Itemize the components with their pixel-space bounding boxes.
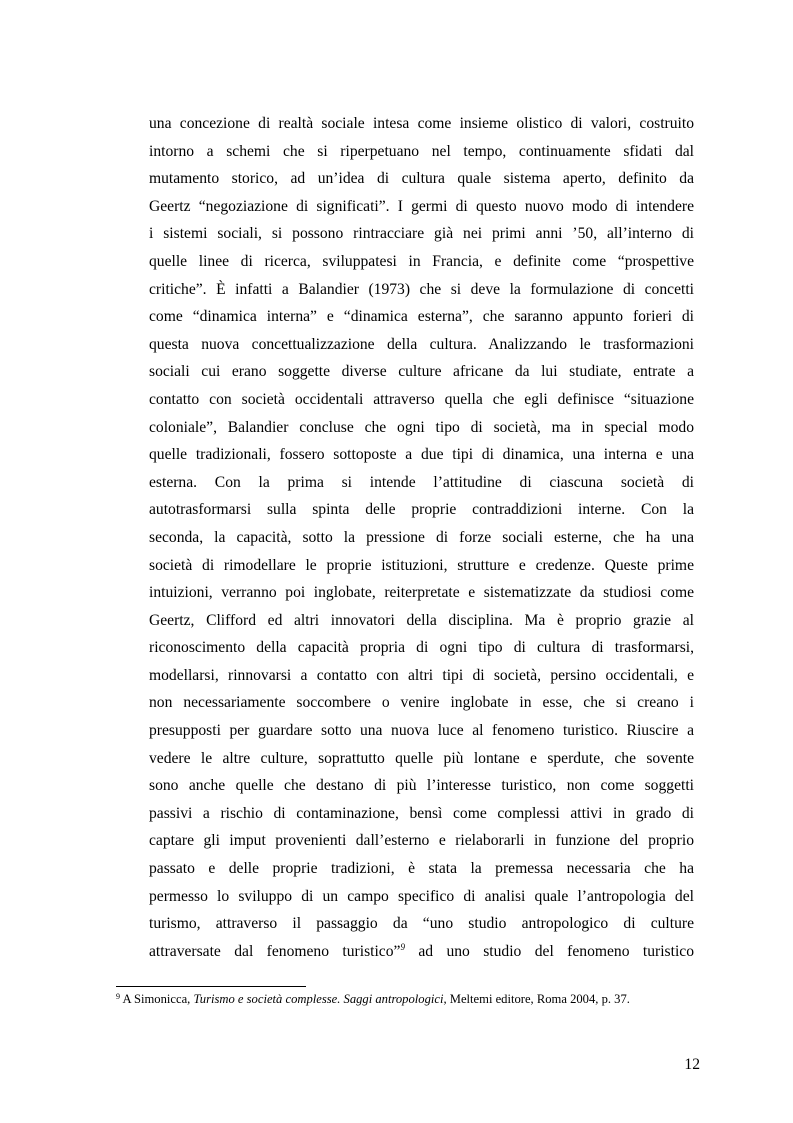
text-line: permesso lo sviluppo di un campo specifico di analisi quale l’antropologia del <box>149 887 694 905</box>
text-line: passato e delle proprie tradizioni, è stata la premessa necessaria che ha <box>149 860 694 878</box>
text-line: sono anche quelle che destano di più l’interesse turistico, non come soggetti <box>149 777 694 795</box>
text-line: critiche”. È infatti a Balandier (1973) che si deve la formulazione di concetti <box>149 280 694 298</box>
text-line: Geertz “negoziazione di significati”. I germi di questo nuovo modo di intendere <box>149 197 694 215</box>
footnote-number: 9 <box>116 992 120 1001</box>
text-line: quelle tradizionali, fossero sottoposte a due tipi di dinamica, una interna e una <box>149 446 694 464</box>
text-line: vedere le altre culture, soprattutto quelle più lontane e sperdute, che sovente <box>149 749 694 767</box>
text-line: esterna. Con la prima si intende l’attitudine di ciascuna società di <box>149 473 694 491</box>
text-line: intuizioni, verranno poi inglobate, reiterpretate e sistematizzate da studiosi come <box>149 584 694 602</box>
text-line: passivi a rischio di contaminazione, bensì come complessi attivi in grado di <box>149 804 694 822</box>
footnote-author: A Simonicca, <box>120 992 194 1006</box>
text-line: captare gli imput provenienti dall’esterno e rielaborarli in funzione del proprio <box>149 832 694 850</box>
text-line: una concezione di realtà sociale intesa come insieme olistico di valori, costruito <box>149 115 694 132</box>
text-line: turismo, attraverso il passaggio da “uno studio antropologico di culture <box>149 915 694 933</box>
footnote-separator <box>116 986 306 987</box>
footnote-reference[interactable]: 9 <box>400 941 405 952</box>
text-line: intorno a schemi che si riperpetuano nel tempo, continuamente sfidati dal <box>149 142 694 160</box>
text-line: Geertz, Clifford ed altri innovatori della disciplina. Ma è proprio grazie al <box>149 611 694 629</box>
text-line: riconoscimento della capacità propria di ogni tipo di cultura di trasformarsi, <box>149 639 694 657</box>
text-line: società di rimodellare le proprie istituzioni, strutture e credenze. Queste prime <box>149 556 694 574</box>
text-line: seconda, la capacità, sotto la pressione di forze sociali esterne, che ha una <box>149 528 694 546</box>
text-fragment: ad uno studio del fenomeno turistico <box>404 942 695 960</box>
footnote-publisher: Meltemi editore, Roma 2004, p. 37. <box>446 992 630 1006</box>
text-line: coloniale”, Balandier concluse che ogni tipo di società, ma in special modo <box>149 418 694 436</box>
page-number: 12 <box>684 1056 700 1073</box>
body-paragraph <box>149 110 694 965</box>
text-line: quelle linee di ricerca, sviluppatesi in Francia, e definite come “prospettive <box>149 252 694 270</box>
text-line: presupposti per guardare sotto una nuova luce al fenomeno turistico. Riuscire a <box>149 722 694 740</box>
text-fragment: attraversate dal fenomeno turistico” <box>149 942 401 960</box>
text-line: contatto con società occidentali attraverso quella che egli definisce “situazione <box>149 390 694 408</box>
text-line: autotrasformarsi sulla spinta delle proprie contraddizioni interne. Con la <box>149 501 694 519</box>
text-line: i sistemi sociali, si possono rintracciare già nei primi anni ’50, all’interno di <box>149 225 694 243</box>
text-line: sociali cui erano soggette diverse culture africane da lui studiate, entrate a <box>149 363 694 381</box>
text-line: questa nuova concettualizzazione della cultura. Analizzando le trasformazioni <box>149 335 694 353</box>
text-line: mutamento storico, ad un’idea di cultura quale sistema aperto, definito da <box>149 170 694 188</box>
text-line: come “dinamica interna” e “dinamica esterna”, che saranno appunto forieri di <box>149 308 694 326</box>
text-line-with-footnote-ref <box>149 938 694 966</box>
footnote <box>116 991 716 1007</box>
text-line: modellarsi, rinnovarsi a contatto con altri tipi di società, persino occidentali, e <box>149 666 694 684</box>
footnote-title: Turismo e società complesse. Saggi antropologici, <box>193 992 447 1006</box>
text-line: non necessariamente soccombere o venire inglobate in esse, che si creano i <box>149 694 694 712</box>
